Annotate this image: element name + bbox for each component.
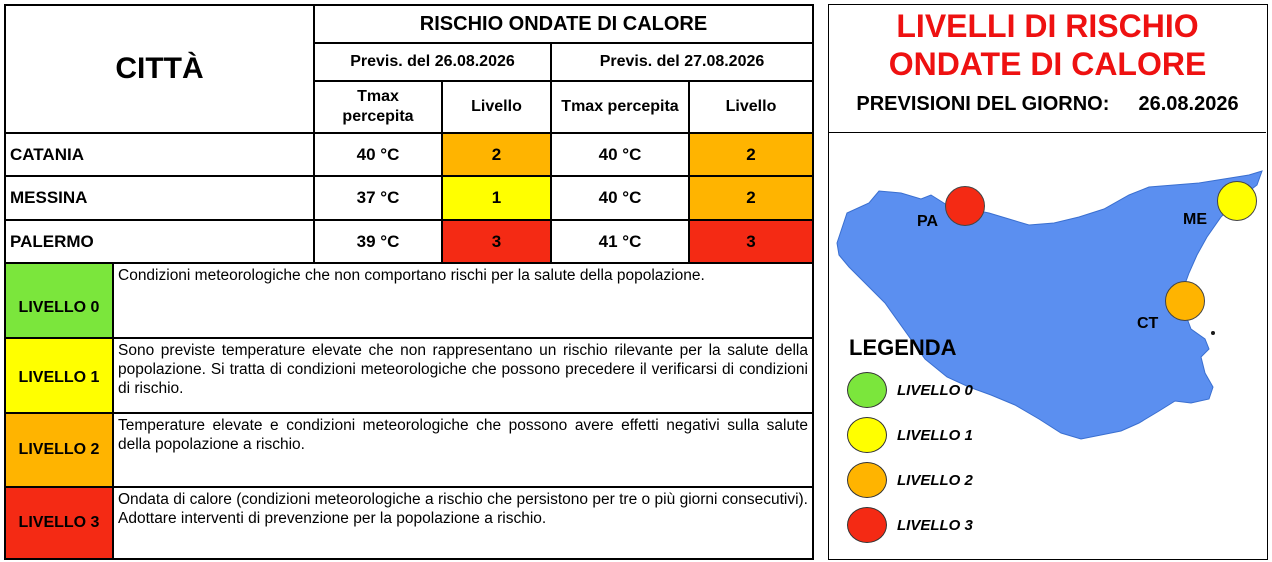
level-2-label: LIVELLO 2 bbox=[5, 413, 113, 487]
level-2-description: Temperature elevate e condizioni meteorologiche che possono avere effetti negativi sulla salute della popolazione a rischio. bbox=[113, 413, 813, 487]
tmax-messina-day2: 40 °C bbox=[551, 176, 689, 220]
legend-item-level-1 bbox=[847, 417, 973, 453]
legend-item-level-3 bbox=[847, 507, 973, 543]
level-messina-day1: 1 bbox=[442, 176, 551, 220]
heat-risk-table bbox=[4, 4, 814, 560]
risk-map-panel bbox=[828, 4, 1268, 560]
panel-title-line2: ONDATE DI CALORE bbox=[888, 46, 1207, 82]
tmax-catania-day1: 40 °C bbox=[314, 133, 442, 176]
day2-header: Previs. del 27.08.2026 bbox=[551, 43, 813, 81]
forecast-date: 26.08.2026 bbox=[1138, 93, 1239, 115]
panel-title-line1: LIVELLI DI RISCHIO bbox=[896, 8, 1199, 44]
legend-dot-level-2 bbox=[847, 462, 887, 498]
col-tmax-day1: Tmax percepita bbox=[314, 81, 442, 133]
legend-dot-level-1 bbox=[847, 417, 887, 453]
city-messina: MESSINA bbox=[5, 176, 314, 220]
level-1-label: LIVELLO 1 bbox=[5, 338, 113, 413]
ortigia-dot bbox=[1211, 331, 1215, 335]
catania-map-tag: CT bbox=[1137, 315, 1159, 332]
level-messina-day2: 2 bbox=[689, 176, 813, 220]
forecast-line bbox=[829, 93, 1266, 116]
messina-map-marker bbox=[1217, 181, 1257, 221]
level-palermo-day2: 3 bbox=[689, 220, 813, 263]
legend-item-level-2 bbox=[847, 462, 973, 498]
legend-label-level-2: LIVELLO 2 bbox=[897, 471, 973, 489]
tmax-palermo-day1: 39 °C bbox=[314, 220, 442, 263]
level-3-label: LIVELLO 3 bbox=[5, 487, 113, 559]
city-palermo: PALERMO bbox=[5, 220, 314, 263]
legend-item-level-0 bbox=[847, 372, 973, 408]
legend-label-level-3: LIVELLO 3 bbox=[897, 516, 973, 534]
level-0-description: Condizioni meteorologiche che non comportano rischi per la salute della popolazione. bbox=[113, 263, 813, 338]
level-0-label: LIVELLO 0 bbox=[5, 263, 113, 338]
forecast-label: PREVISIONI DEL GIORNO: bbox=[856, 93, 1110, 115]
legend-label-level-0: LIVELLO 0 bbox=[897, 381, 973, 399]
city-header: CITTÀ bbox=[5, 5, 314, 133]
level-3-description: Ondata di calore (condizioni meteorologiche a rischio che persistono per tre o più giorni consecutivi). Adottare interventi di prevenzione per la popolazione a rischio. bbox=[113, 487, 813, 559]
palermo-map-tag: PA bbox=[917, 213, 939, 230]
level-catania-day1: 2 bbox=[442, 133, 551, 176]
legend-label-level-1: LIVELLO 1 bbox=[897, 426, 973, 444]
level-1-description: Sono previste temperature elevate che non rappresentano un rischio rilevante per la salute della popolazione. Si tratta di condizioni meteorologiche che possono precedere il verificarsi di condizioni di rischio. bbox=[113, 338, 813, 413]
col-tmax-day2: Tmax percepita bbox=[551, 81, 689, 133]
panel-header bbox=[829, 5, 1266, 133]
catania-map-marker bbox=[1165, 281, 1205, 321]
tmax-catania-day2: 40 °C bbox=[551, 133, 689, 176]
col-livello-day2: Livello bbox=[689, 81, 813, 133]
messina-map-tag: ME bbox=[1183, 211, 1207, 228]
level-catania-day2: 2 bbox=[689, 133, 813, 176]
legend-dot-level-3 bbox=[847, 507, 887, 543]
tmax-palermo-day2: 41 °C bbox=[551, 220, 689, 263]
tmax-messina-day1: 37 °C bbox=[314, 176, 442, 220]
palermo-map-marker bbox=[945, 186, 985, 226]
legend-title: LEGENDA bbox=[849, 335, 957, 360]
main-header: RISCHIO ONDATE DI CALORE bbox=[314, 5, 813, 43]
day1-header: Previs. del 26.08.2026 bbox=[314, 43, 551, 81]
col-livello-day1: Livello bbox=[442, 81, 551, 133]
level-palermo-day1: 3 bbox=[442, 220, 551, 263]
city-catania: CATANIA bbox=[5, 133, 314, 176]
legend-dot-level-0 bbox=[847, 372, 887, 408]
